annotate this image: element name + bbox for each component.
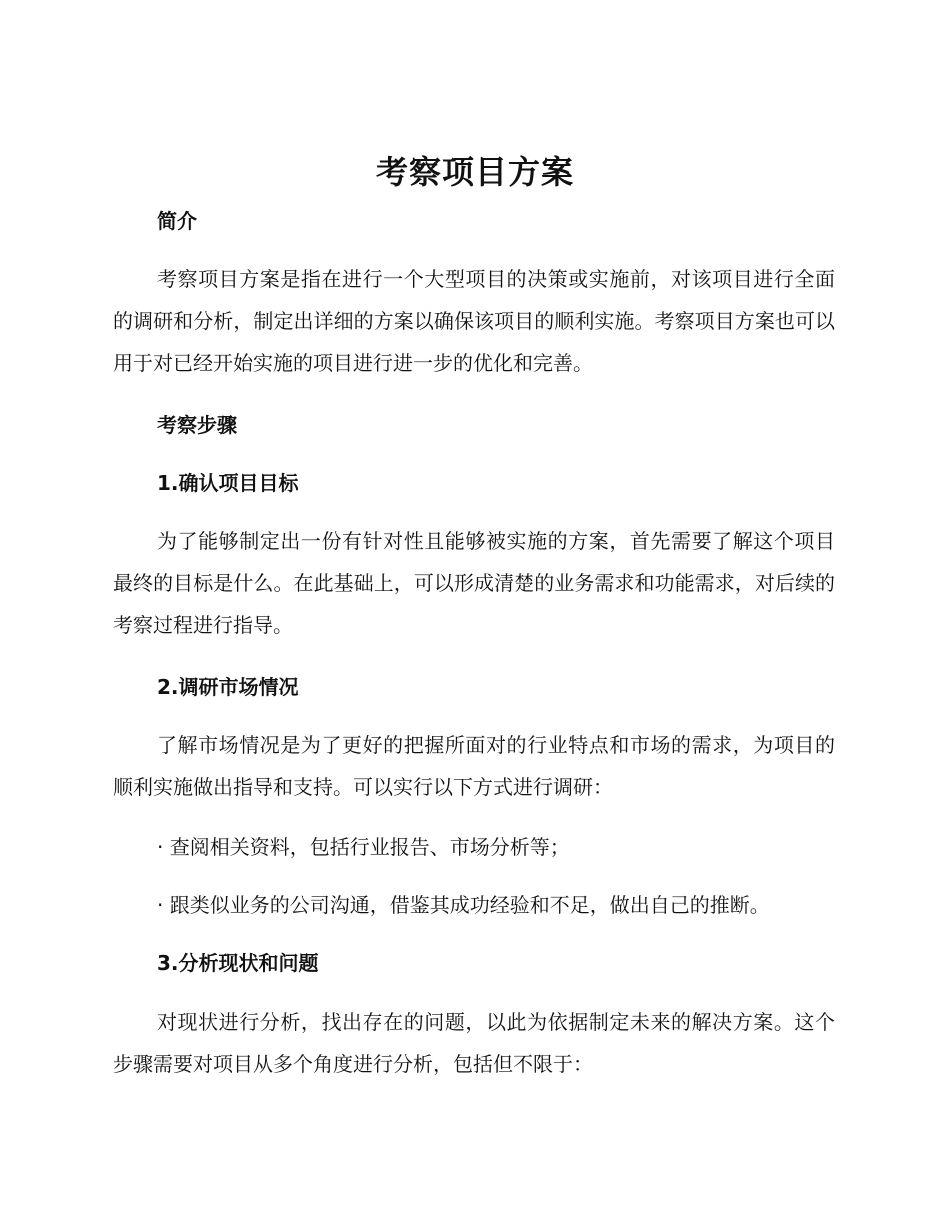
section-heading-intro: 简介 <box>157 209 197 233</box>
paragraph-step-3: 对现状进行分析，找出存在的问题，以此为依据制定未来的解决方案。这个步骤需要对项目从多个角度进行分析，包括但不限于： <box>113 1010 835 1076</box>
paragraph-step-1: 为了能够制定出一份有针对性且能够被实施的方案，首先需要了解这个项目最终的目标是什么。在此基础上，可以形成清楚的业务需求和功能需求，对后续的考察过程进行指导。 <box>113 529 835 637</box>
paragraph-intro: 考察项目方案是指在进行一个大型项目的决策或实施前，对该项目进行全面的调研和分析，制定出详细的方案以确保该项目的顺利实施。考察项目方案也可以用于对已经开始实施的项目进行进一步的优化和完善。 <box>113 267 835 375</box>
step-heading-1: 1.确认项目目标 <box>157 471 299 495</box>
section-heading-steps: 考察步骤 <box>157 413 237 437</box>
paragraph-step-2: 了解市场情况是为了更好的把握所面对的行业特点和市场的需求，为项目的顺利实施做出指导和支持。可以实行以下方式进行调研： <box>113 733 835 799</box>
bullet-item-peer-communication: · 跟类似业务的公司沟通，借鉴其成功经验和不足，做出自己的推断。 <box>157 893 770 917</box>
bullet-item-research-materials: · 查阅相关资料，包括行业报告、市场分析等； <box>157 835 570 859</box>
step-heading-2: 2.调研市场情况 <box>157 675 299 699</box>
step-heading-3: 3.分析现状和问题 <box>157 951 319 975</box>
document-title: 考察项目方案 <box>375 153 574 191</box>
